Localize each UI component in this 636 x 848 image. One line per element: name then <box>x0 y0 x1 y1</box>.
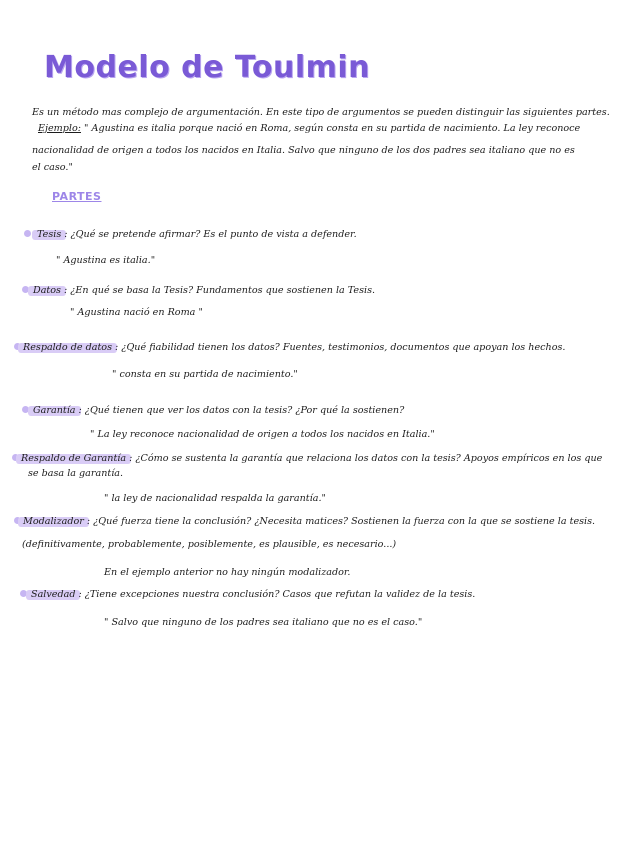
part-respaldo-garantia <box>18 452 602 465</box>
parts-heading: PARTES <box>52 190 102 203</box>
question-salvedad: : ¿Tiene excepciones nuestra conclusión? Casos que refutan la validez de la tesis. <box>78 589 476 600</box>
example-respaldo-datos: " consta en su partida de nacimiento." <box>112 369 298 380</box>
intro-line-1: Es un método mas complejo de argumentación. En este tipo de argumentos se pueden distinguir las siguientes partes. <box>32 107 610 118</box>
part-modalizador <box>20 515 595 528</box>
example-tesis: " Agustina es italia." <box>56 255 156 266</box>
question-garantia: : ¿Qué tienen que ver los datos con la tesis? ¿Por qué la sostienen? <box>78 405 405 416</box>
page-title: Modelo de Toulmin <box>44 50 371 85</box>
example-salvedad: " Salvo que ninguno de los padres sea italiano que no es el caso." <box>104 617 423 628</box>
question2-respaldo-garantia: se basa la garantía. <box>28 468 124 479</box>
example-garantia: " La ley reconoce nacionalidad de origen a todos los nacidos en Italia." <box>90 429 435 440</box>
question2-modalizador: (definitivamente, probablemente, posiblemente, es plausible, es necesario...) <box>22 539 397 550</box>
example-datos: " Agustina nació en Roma " <box>70 307 203 318</box>
label-salvedad: Salvedad <box>28 588 78 601</box>
part-respaldo-datos <box>20 341 565 354</box>
example-label: Ejemplo: <box>38 123 81 134</box>
intro-line-3: nacionalidad de origen a todos los nacidos en Italia. Salvo que ninguno de los dos padres sea italiano que no es <box>32 145 575 156</box>
question-tesis: : ¿Qué se pretende afirmar? Es el punto de vista a defender. <box>64 229 357 240</box>
question-modalizador: : ¿Qué fuerza tiene la conclusión? ¿Necesita matices? Sostienen la fuerza con la que se sostiene la tesis. <box>86 516 596 527</box>
label-garantia: Garantía <box>30 404 79 417</box>
example-respaldo-garantia: " la ley de nacionalidad respalda la garantía." <box>104 493 326 504</box>
part-garantia <box>30 404 404 417</box>
part-tesis <box>34 228 357 241</box>
intro-line-2 <box>38 122 580 135</box>
label-modalizador: Modalizador <box>20 515 87 528</box>
intro-line-2-text: " Agustina es italia porque nació en Roma, según consta en su partida de nacimiento. La ley reconoce <box>84 123 581 134</box>
label-respaldo-garantia: Respaldo de Garantía <box>18 452 129 465</box>
part-datos <box>30 284 375 297</box>
question-respaldo-garantia: : ¿Cómo se sustenta la garantía que relaciona los datos con la tesis? Apoyos empíricos en los que <box>129 453 603 464</box>
question-respaldo-datos: : ¿Qué fiabilidad tienen los datos? Fuentes, testimonios, documentos que apoyan los hechos. <box>115 342 566 353</box>
intro-line-4: el caso." <box>32 162 73 173</box>
bullet-dot-tesis <box>24 230 31 237</box>
part-salvedad <box>28 588 475 601</box>
question-datos: : ¿En qué se basa la Tesis? Fundamentos que sostienen la Tesis. <box>63 285 376 296</box>
label-tesis: Tesis <box>34 228 64 241</box>
label-datos: Datos <box>30 284 64 297</box>
label-respaldo-datos: Respaldo de datos <box>20 341 115 354</box>
example-modalizador: En el ejemplo anterior no hay ningún modalizador. <box>104 567 351 578</box>
